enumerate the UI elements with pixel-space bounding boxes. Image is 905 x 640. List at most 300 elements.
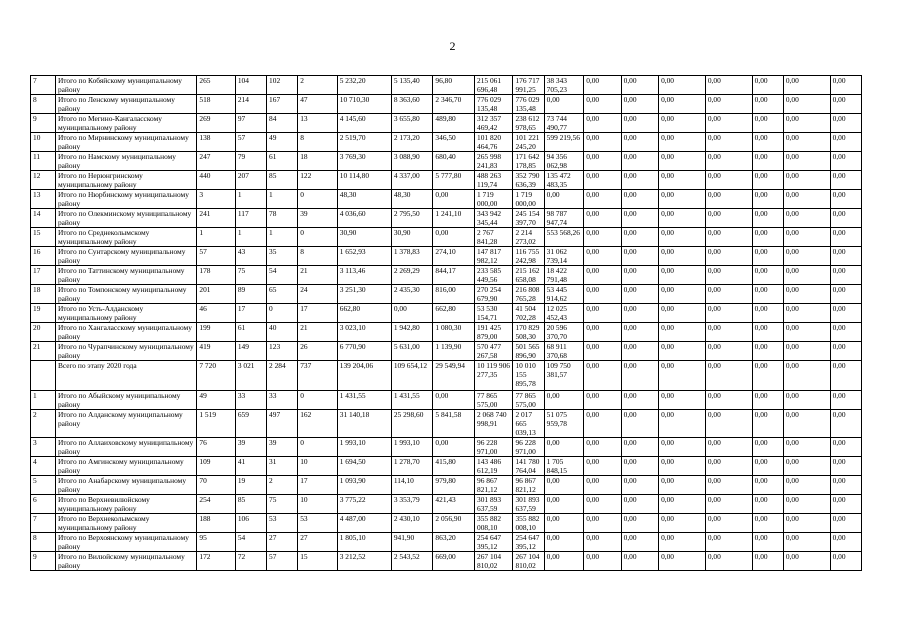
value-cell: 101 820 464,76 [475, 133, 513, 152]
value-cell: 265 [197, 76, 235, 95]
value-cell: 0,00 [621, 514, 658, 533]
value-cell: 0,00 [621, 171, 658, 190]
value-cell: 89 [235, 285, 266, 304]
value-cell: 0,00 [544, 495, 584, 514]
value-cell: 0,00 [752, 533, 783, 552]
table-row [31, 552, 862, 571]
value-cell: 0,00 [830, 495, 861, 514]
row-number-cell: 9 [31, 552, 56, 571]
value-cell: 33 [235, 391, 266, 410]
value-cell: 39 [235, 438, 266, 457]
value-cell: 30,90 [337, 228, 391, 247]
value-cell: 70 [197, 476, 235, 495]
table-row [31, 514, 862, 533]
value-cell: 20 596 370,70 [544, 323, 584, 342]
value-cell: 143 486 612,19 [475, 457, 513, 476]
value-cell: 0,00 [705, 209, 752, 228]
value-cell: 170 829 508,30 [513, 323, 544, 342]
value-cell: 421,43 [433, 495, 475, 514]
value-cell: 5 841,58 [433, 410, 475, 438]
value-cell: 31 [267, 457, 298, 476]
value-cell: 238 612 978,65 [513, 114, 544, 133]
district-name-cell: Итого по Нерюнгринскому муниципальному району [55, 171, 196, 190]
district-name-cell: Итого по Ленскому муниципальному району [55, 95, 196, 114]
value-cell: 96 228 971,00 [475, 438, 513, 457]
value-cell: 662,80 [433, 304, 475, 323]
value-cell: 135 472 483,35 [544, 171, 584, 190]
value-cell: 3 021 [235, 361, 266, 391]
value-cell: 599 219,56 [544, 133, 584, 152]
value-cell: 247 [197, 152, 235, 171]
value-cell: 776 029 135,48 [475, 95, 513, 114]
value-cell: 122 [298, 171, 338, 190]
value-cell: 41 504 702,28 [513, 304, 544, 323]
value-cell: 0,00 [621, 114, 658, 133]
value-cell: 2 543,52 [391, 552, 433, 571]
value-cell: 0,00 [783, 514, 830, 533]
value-cell: 0,00 [584, 342, 621, 361]
value-cell: 201 [197, 285, 235, 304]
value-cell: 0,00 [659, 391, 706, 410]
value-cell: 0,00 [584, 476, 621, 495]
value-cell: 0,00 [621, 533, 658, 552]
value-cell: 1 805,10 [337, 533, 391, 552]
value-cell: 0,00 [621, 152, 658, 171]
value-cell: 0 [267, 304, 298, 323]
district-name-cell: Итого по Верхневилюйскому муниципальному району [55, 495, 196, 514]
value-cell: 241 [197, 209, 235, 228]
row-number-cell: 2 [31, 410, 56, 438]
value-cell: 0,00 [783, 457, 830, 476]
value-cell: 0,00 [659, 190, 706, 209]
value-cell: 1 719 000,00 [475, 190, 513, 209]
value-cell: 26 [298, 342, 338, 361]
value-cell: 419 [197, 342, 235, 361]
value-cell: 0,00 [752, 76, 783, 95]
value-cell: 0,00 [659, 476, 706, 495]
value-cell: 0,00 [659, 152, 706, 171]
value-cell: 96 867 821,12 [513, 476, 544, 495]
district-name-cell: Итого по Нюрбинскому муниципальному району [55, 190, 196, 209]
value-cell: 233 585 449,56 [475, 266, 513, 285]
value-cell: 0,00 [584, 247, 621, 266]
value-cell: 274,10 [433, 247, 475, 266]
district-name-cell: Итого по Кобяйскому муниципальному району [55, 76, 196, 95]
table-row [31, 410, 862, 438]
row-number-cell: 6 [31, 495, 56, 514]
row-number-cell: 5 [31, 476, 56, 495]
value-cell: 301 893 637,59 [513, 495, 544, 514]
value-cell: 30,90 [391, 228, 433, 247]
value-cell: 0,00 [705, 476, 752, 495]
value-cell: 2 284 [267, 361, 298, 391]
value-cell: 0,00 [659, 228, 706, 247]
value-cell: 0,00 [584, 495, 621, 514]
value-cell: 0,00 [544, 533, 584, 552]
value-cell: 2 068 740 998,91 [475, 410, 513, 438]
table-row [31, 228, 862, 247]
district-name-cell: Всего по этапу 2020 года [55, 361, 196, 391]
value-cell: 0,00 [621, 552, 658, 571]
value-cell: 2 269,29 [391, 266, 433, 285]
value-cell: 415,80 [433, 457, 475, 476]
value-cell: 0,00 [705, 76, 752, 95]
value-cell: 38 343 705,23 [544, 76, 584, 95]
value-cell: 0 [298, 391, 338, 410]
value-cell: 33 [267, 391, 298, 410]
value-cell: 18 422 791,48 [544, 266, 584, 285]
value-cell: 1 [235, 228, 266, 247]
value-cell: 53 530 154,71 [475, 304, 513, 323]
value-cell: 53 [298, 514, 338, 533]
value-cell: 669,00 [433, 552, 475, 571]
value-cell: 0,00 [830, 514, 861, 533]
value-cell: 1 431,55 [391, 391, 433, 410]
value-cell: 0,00 [659, 133, 706, 152]
value-cell: 27 [267, 533, 298, 552]
value-cell: 0,00 [705, 247, 752, 266]
value-cell: 0,00 [544, 552, 584, 571]
value-cell: 162 [298, 410, 338, 438]
value-cell: 1 652,93 [337, 247, 391, 266]
row-number-cell: 14 [31, 209, 56, 228]
value-cell: 497 [267, 410, 298, 438]
value-cell: 1 378,83 [391, 247, 433, 266]
value-cell: 78 [267, 209, 298, 228]
value-cell: 2 519,70 [337, 133, 391, 152]
value-cell: 0 [298, 438, 338, 457]
table-row [31, 133, 862, 152]
table-row [31, 247, 862, 266]
value-cell: 0,00 [752, 342, 783, 361]
value-cell: 0,00 [584, 552, 621, 571]
value-cell: 1 694,50 [337, 457, 391, 476]
value-cell: 3 251,30 [337, 285, 391, 304]
value-cell: 49 [197, 391, 235, 410]
value-cell: 0,00 [830, 323, 861, 342]
value-cell: 553 568,26 [544, 228, 584, 247]
value-cell: 0,00 [783, 171, 830, 190]
value-cell: 10 114,80 [337, 171, 391, 190]
value-cell: 15 [298, 552, 338, 571]
value-cell: 0,00 [433, 438, 475, 457]
value-cell: 0,00 [584, 304, 621, 323]
value-cell: 0,00 [544, 190, 584, 209]
value-cell: 29 549,94 [433, 361, 475, 391]
value-cell: 0,00 [433, 190, 475, 209]
row-number-cell: 8 [31, 533, 56, 552]
district-name-cell: Итого по Вилюйскому муниципальному району [55, 552, 196, 571]
value-cell: 139 204,06 [337, 361, 391, 391]
value-cell: 0,00 [830, 438, 861, 457]
value-cell: 1 241,10 [433, 209, 475, 228]
value-cell: 0,00 [705, 438, 752, 457]
value-cell: 17 [298, 304, 338, 323]
value-cell: 5 631,00 [391, 342, 433, 361]
value-cell: 1 993,10 [337, 438, 391, 457]
value-cell: 2 795,50 [391, 209, 433, 228]
value-cell: 0,00 [705, 410, 752, 438]
value-cell: 106 [235, 514, 266, 533]
value-cell: 0,00 [830, 361, 861, 391]
value-cell: 0,00 [752, 361, 783, 391]
value-cell: 0,00 [659, 171, 706, 190]
value-cell: 0,00 [584, 266, 621, 285]
value-cell: 31 140,18 [337, 410, 391, 438]
value-cell: 0,00 [659, 76, 706, 95]
value-cell: 3 113,46 [337, 266, 391, 285]
value-cell: 0,00 [830, 457, 861, 476]
value-cell: 0,00 [783, 342, 830, 361]
value-cell: 0,00 [584, 438, 621, 457]
value-cell: 267 104 810,02 [513, 552, 544, 571]
value-cell: 72 [235, 552, 266, 571]
value-cell: 659 [235, 410, 266, 438]
value-cell: 47 [298, 95, 338, 114]
value-cell: 1 705 848,15 [544, 457, 584, 476]
value-cell: 0,00 [830, 266, 861, 285]
district-name-cell: Итого по Верхоянскому муниципальному району [55, 533, 196, 552]
value-cell: 3 775,22 [337, 495, 391, 514]
value-cell: 2 173,20 [391, 133, 433, 152]
value-cell: 440 [197, 171, 235, 190]
value-cell: 0,00 [830, 342, 861, 361]
table-row [31, 76, 862, 95]
value-cell: 1 431,55 [337, 391, 391, 410]
value-cell: 13 [298, 114, 338, 133]
district-name-cell: Итого по Абыйскому муниципальному району [55, 391, 196, 410]
value-cell: 0,00 [659, 361, 706, 391]
value-cell: 8 [298, 247, 338, 266]
district-name-cell: Итого по Мирнинскому муниципальному району [55, 133, 196, 152]
value-cell: 0,00 [659, 533, 706, 552]
value-cell: 1 719 000,00 [513, 190, 544, 209]
value-cell: 0,00 [705, 533, 752, 552]
value-cell: 96,80 [433, 76, 475, 95]
value-cell: 0,00 [752, 171, 783, 190]
value-cell: 10 710,30 [337, 95, 391, 114]
value-cell: 355 882 008,10 [513, 514, 544, 533]
value-cell: 12 025 452,43 [544, 304, 584, 323]
value-cell: 0,00 [830, 228, 861, 247]
value-cell: 10 [298, 457, 338, 476]
value-cell: 0,00 [752, 152, 783, 171]
value-cell: 18 [298, 152, 338, 171]
value-cell: 254 647 395,12 [475, 533, 513, 552]
table-row [31, 323, 862, 342]
district-name-cell: Итого по Томпонскому муниципальному району [55, 285, 196, 304]
value-cell: 0,00 [705, 391, 752, 410]
value-cell: 191 425 879,00 [475, 323, 513, 342]
value-cell: 0,00 [705, 514, 752, 533]
value-cell: 46 [197, 304, 235, 323]
value-cell: 0,00 [705, 228, 752, 247]
value-cell: 518 [197, 95, 235, 114]
table-row [31, 209, 862, 228]
value-cell: 85 [267, 171, 298, 190]
value-cell: 3 655,80 [391, 114, 433, 133]
value-cell: 6 770,90 [337, 342, 391, 361]
value-cell: 0,00 [584, 228, 621, 247]
value-cell: 0,00 [705, 361, 752, 391]
value-cell: 0,00 [705, 285, 752, 304]
value-cell: 0,00 [705, 266, 752, 285]
value-cell: 0,00 [830, 552, 861, 571]
value-cell: 96 228 971,00 [513, 438, 544, 457]
district-name-cell: Итого по Олекминскому муниципальному району [55, 209, 196, 228]
value-cell: 65 [267, 285, 298, 304]
row-number-cell: 13 [31, 190, 56, 209]
value-cell: 0,00 [783, 323, 830, 342]
value-cell: 269 [197, 114, 235, 133]
value-cell: 265 998 241,83 [475, 152, 513, 171]
value-cell: 0,00 [830, 133, 861, 152]
table-row [31, 304, 862, 323]
value-cell: 776 029 135,48 [513, 95, 544, 114]
value-cell: 863,20 [433, 533, 475, 552]
value-cell: 2 214 273,02 [513, 228, 544, 247]
value-cell: 8 [298, 133, 338, 152]
value-cell: 352 790 636,39 [513, 171, 544, 190]
regional-summary-table [30, 75, 862, 571]
row-number-cell [31, 361, 56, 391]
value-cell: 85 [235, 495, 266, 514]
value-cell: 96 867 821,12 [475, 476, 513, 495]
table-row [31, 457, 862, 476]
value-cell: 0,00 [621, 304, 658, 323]
value-cell: 2 056,90 [433, 514, 475, 533]
value-cell: 0,00 [705, 171, 752, 190]
value-cell: 0,00 [752, 410, 783, 438]
value-cell: 0,00 [621, 228, 658, 247]
value-cell: 0,00 [783, 495, 830, 514]
value-cell: 0,00 [433, 228, 475, 247]
value-cell: 1 [267, 190, 298, 209]
table-row [31, 533, 862, 552]
value-cell: 0,00 [830, 114, 861, 133]
value-cell: 0,00 [752, 391, 783, 410]
table-row [31, 361, 862, 391]
value-cell: 0,00 [830, 533, 861, 552]
value-cell: 0,00 [705, 114, 752, 133]
value-cell: 199 [197, 323, 235, 342]
value-cell: 117 [235, 209, 266, 228]
value-cell: 816,00 [433, 285, 475, 304]
district-name-cell: Итого по Среднеколымскому муниципальному району [55, 228, 196, 247]
row-number-cell: 12 [31, 171, 56, 190]
value-cell: 0,00 [752, 247, 783, 266]
value-cell: 8 363,60 [391, 95, 433, 114]
value-cell: 51 075 959,78 [544, 410, 584, 438]
row-number-cell: 3 [31, 438, 56, 457]
value-cell: 141 780 764,04 [513, 457, 544, 476]
value-cell: 116 755 242,98 [513, 247, 544, 266]
value-cell: 61 [267, 152, 298, 171]
value-cell: 61 [235, 323, 266, 342]
value-cell: 57 [235, 133, 266, 152]
table-row [31, 171, 862, 190]
value-cell: 0,00 [621, 342, 658, 361]
value-cell: 662,80 [337, 304, 391, 323]
table-row [31, 152, 862, 171]
value-cell: 0,00 [783, 228, 830, 247]
value-cell: 138 [197, 133, 235, 152]
value-cell: 0,00 [584, 533, 621, 552]
value-cell: 0,00 [752, 495, 783, 514]
value-cell: 0,00 [830, 391, 861, 410]
value-cell: 10 010 155 895,78 [513, 361, 544, 391]
value-cell: 0,00 [830, 285, 861, 304]
value-cell: 0,00 [752, 552, 783, 571]
value-cell: 17 [298, 476, 338, 495]
value-cell: 0,00 [783, 190, 830, 209]
table-row [31, 266, 862, 285]
table-row [31, 438, 862, 457]
value-cell: 0,00 [783, 361, 830, 391]
value-cell: 68 911 370,68 [544, 342, 584, 361]
value-cell: 0,00 [705, 323, 752, 342]
value-cell: 3 353,79 [391, 495, 433, 514]
value-cell: 25 298,60 [391, 410, 433, 438]
table-row [31, 190, 862, 209]
value-cell: 97 [235, 114, 266, 133]
value-cell: 171 642 178,85 [513, 152, 544, 171]
value-cell: 355 882 008,10 [475, 514, 513, 533]
value-cell: 0,00 [621, 391, 658, 410]
value-cell: 54 [235, 533, 266, 552]
value-cell: 4 145,60 [337, 114, 391, 133]
value-cell: 0,00 [783, 285, 830, 304]
value-cell: 343 942 345,44 [475, 209, 513, 228]
district-name-cell: Итого по Амгинскому муниципальному району [55, 457, 196, 476]
value-cell: 0,00 [584, 171, 621, 190]
value-cell: 167 [267, 95, 298, 114]
district-name-cell: Итого по Анабарскому муниципальному району [55, 476, 196, 495]
value-cell: 10 [298, 495, 338, 514]
value-cell: 0,00 [659, 285, 706, 304]
value-cell: 0,00 [621, 247, 658, 266]
value-cell: 98 787 947,74 [544, 209, 584, 228]
value-cell: 79 [235, 152, 266, 171]
value-cell: 5 232,20 [337, 76, 391, 95]
value-cell: 0,00 [705, 552, 752, 571]
value-cell: 0,00 [584, 190, 621, 209]
value-cell: 0,00 [544, 391, 584, 410]
value-cell: 0,00 [752, 476, 783, 495]
value-cell: 0,00 [584, 76, 621, 95]
value-cell: 53 445 914,62 [544, 285, 584, 304]
value-cell: 0,00 [830, 410, 861, 438]
table-row [31, 95, 862, 114]
value-cell: 0,00 [621, 266, 658, 285]
value-cell: 570 477 267,58 [475, 342, 513, 361]
value-cell: 1 993,10 [391, 438, 433, 457]
table-row [31, 476, 862, 495]
value-cell: 2 [267, 476, 298, 495]
value-cell: 0,00 [830, 247, 861, 266]
value-cell: 0,00 [659, 495, 706, 514]
value-cell: 979,80 [433, 476, 475, 495]
value-cell: 109 654,12 [391, 361, 433, 391]
value-cell: 0,00 [659, 209, 706, 228]
value-cell: 57 [197, 247, 235, 266]
value-cell: 0,00 [621, 95, 658, 114]
value-cell: 2 [298, 76, 338, 95]
value-cell: 0,00 [584, 323, 621, 342]
value-cell: 301 893 637,59 [475, 495, 513, 514]
value-cell: 1 080,30 [433, 323, 475, 342]
value-cell: 0,00 [659, 323, 706, 342]
